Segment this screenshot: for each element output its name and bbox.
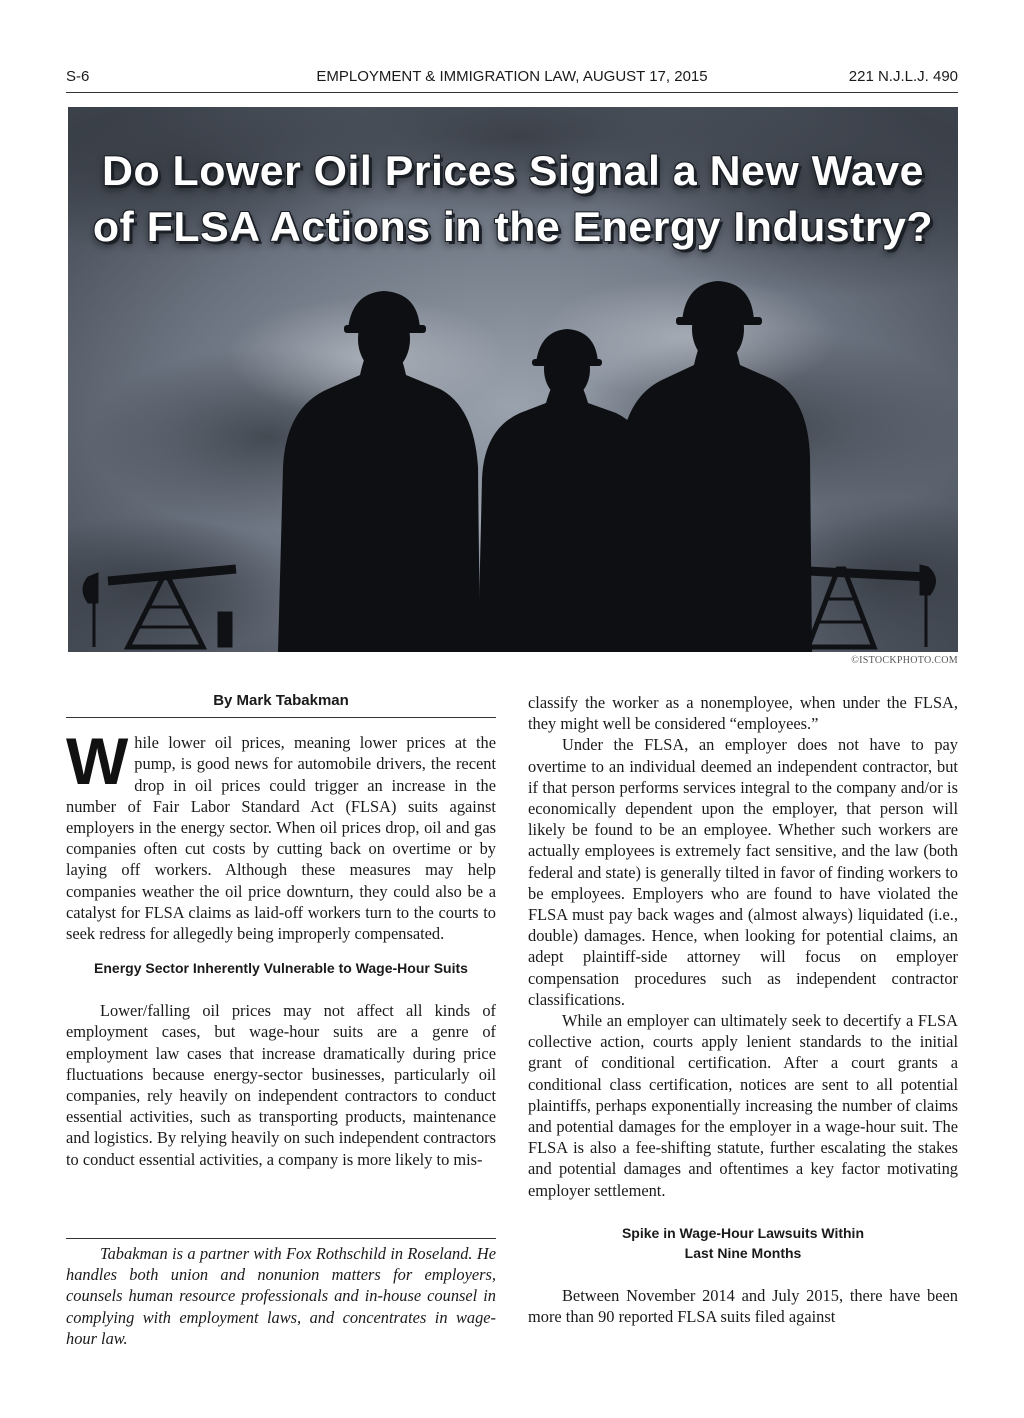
subheading-spike-lawsuits — [528, 1223, 958, 1263]
article-column-right — [528, 692, 958, 1327]
subheading-spike-line-1: Spike in Wage-Hour Lawsuits Within — [621, 1224, 865, 1241]
article-paragraph-6: Between November 2014 and July 2015, there have been more than 90 reported FLSA suits filed against — [528, 1285, 958, 1327]
article-column-left — [66, 690, 496, 1170]
author-bio-text: Tabakman is a partner with Fox Rothschild in Roseland. He handles both union and nonunion matters for employers, counsels human resource professionals and in-house counsel in complying with employment laws, and concentrates in wage-hour law. — [66, 1244, 496, 1348]
subheading-spike-line-2: Last Nine Months — [684, 1244, 802, 1261]
paragraph-1-text: hile lower oil prices, meaning lower prices at the pump, is good news for automobile drivers, the recent drop in oil prices could trigger an increase in the number of Fair Labor Standard Act (FLSA) suits against employers in the energy sector. When oil prices drop, oil and gas companies often cut costs by cutting back on overtime or by laying off workers. Although these measures may help companies weather the oil price downturn, they could also be a catalyst for FLSA claims as laid-off workers turn to the courts to seek redress for allegedly being improperly compensated. — [66, 733, 496, 944]
hero-image — [68, 107, 958, 652]
article-paragraph-2: Lower/falling oil prices may not affect all kinds of employment cases, but wage-hour suits are a genre of employment law cases that increase dramatically during price fluctuations because energy-sector businesses, particularly oil companies, rely heavily on independent contractors to conduct essential activities, such as transporting products, maintenance and logistics. By relying heavily on such independent contractors to conduct essential activities, a company is more likely to mis- — [66, 1001, 496, 1169]
page-number: S-6 — [66, 68, 90, 85]
photo-credit: ©ISTOCKPHOTO.COM — [851, 655, 958, 666]
drop-cap: W — [66, 724, 129, 799]
author-bio — [66, 1238, 496, 1349]
hero-headline-line-1: Do Lower Oil Prices Signal a New Wave — [102, 147, 924, 194]
hero-headline — [68, 143, 958, 255]
article-paragraph-5: While an employer can ultimately seek to decertify a FLSA collective action, courts apply lenient standards to the initial grant of conditional certification. After a court grants a conditional class certification, notices are sent to all potential plaintiffs, perhaps exponentially increasing the number of claims and potential damages for the employer in a wage-hour suit. The FLSA is also a fee-shifting statute, further escalating the stakes and potential damages and oftentimes a key factor motivating employer settlement. — [528, 1011, 958, 1200]
publication-line: EMPLOYMENT & IMMIGRATION LAW, AUGUST 17, 2015 — [316, 68, 708, 85]
page-header — [66, 66, 958, 93]
subheading-energy-sector: Energy Sector Inherently Vulnerable to Wage-Hour Suits — [94, 960, 468, 977]
hero-headline-line-2: of FLSA Actions in the Energy Industry? — [92, 203, 934, 250]
article-paragraph-1 — [66, 724, 496, 944]
article-paragraph-3: classify the worker as a nonemployee, when under the FLSA, they might well be considered “employees.” — [528, 693, 958, 734]
byline: By Mark Tabakman — [66, 690, 496, 718]
citation: 221 N.J.L.J. 490 — [848, 68, 958, 85]
article-paragraph-4: Under the FLSA, an employer does not have to pay overtime to an individual deemed an independent contractor, but if that person performs services integral to the company and/or is economically dependent upon the employer, that person will likely be found to be an employee. Whether such workers are actually employees is extremely fact sensitive, and the law (both federal and state) is generally tilted in favor of finding workers to be employees. Employers who are found to have violated the FLSA must pay back wages and (almost always) liquidated (i.e., double) damages. Hence, when looking for potential claims, an adept plaintiff-side attorney will focus on employer compensation procedures such as independent contractor classifications. — [528, 735, 958, 1009]
